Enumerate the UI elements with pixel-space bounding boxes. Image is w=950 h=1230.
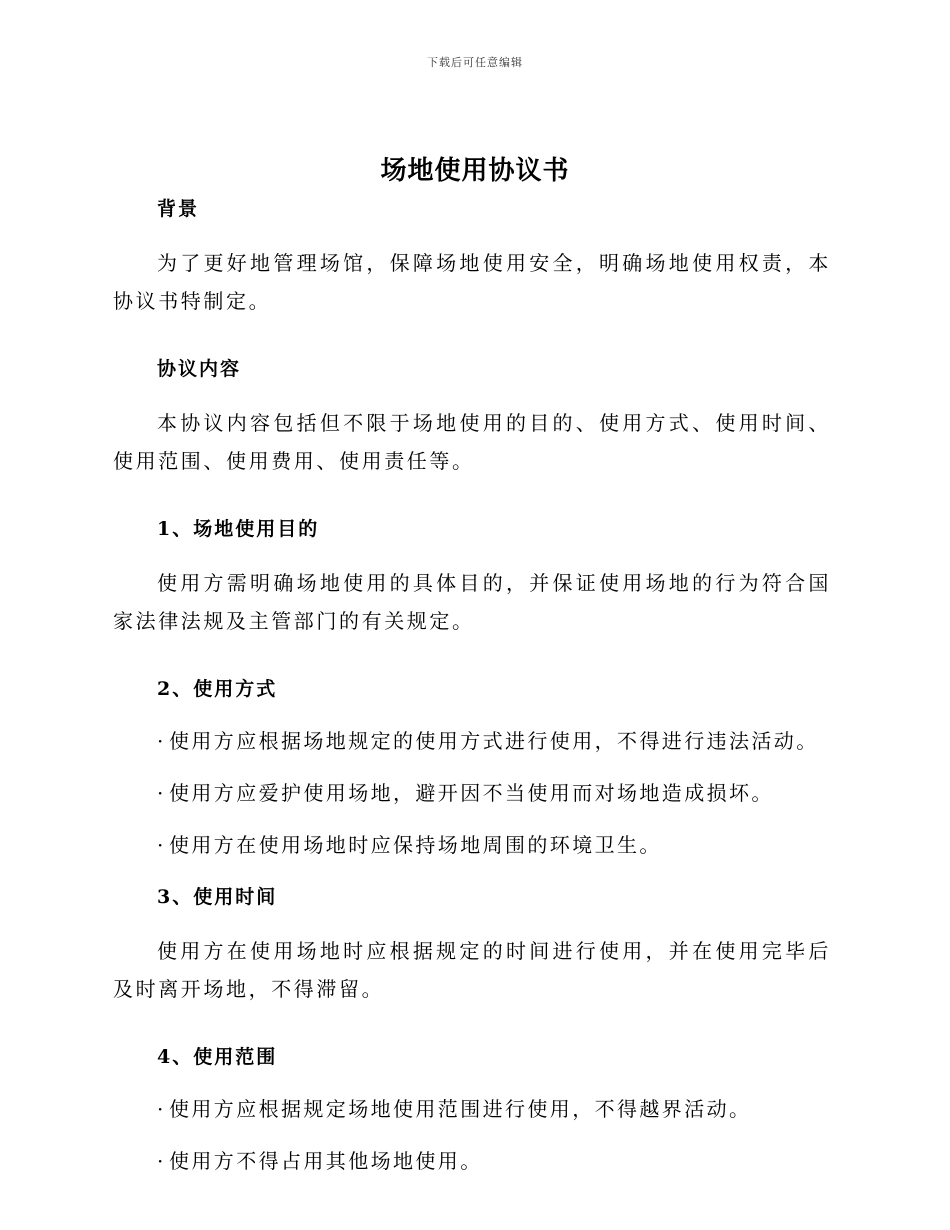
section-text-content: 本协议内容包括但不限于场地使用的目的、使用方式、使用时间、使用范围、使用费用、使用责任等。 bbox=[113, 411, 831, 473]
bullet-dot: · bbox=[157, 833, 166, 857]
bullet-dot: · bbox=[157, 1149, 166, 1173]
section-heading-scope: 4、使用范围 bbox=[157, 1046, 278, 1068]
bullet-text: 使用方在使用场地时应保持场地周围的环境卫生。 bbox=[169, 833, 662, 857]
bullet-text: 使用方不得占用其他场地使用。 bbox=[169, 1149, 483, 1173]
bullet-text: 使用方应根据场地规定的使用方式进行使用，不得进行违法活动。 bbox=[169, 729, 819, 753]
section-heading-method: 2、使用方式 bbox=[157, 678, 278, 700]
section-heading-content: 协议内容 bbox=[157, 358, 242, 380]
bullet-item bbox=[113, 830, 831, 860]
document-body bbox=[113, 194, 831, 1176]
bullet-item bbox=[113, 1146, 831, 1176]
bullet-text: 使用方应爱护使用场地，避开因不当使用而对场地造成损坏。 bbox=[169, 781, 774, 805]
header-note: 下载后可任意编辑 bbox=[427, 56, 523, 69]
section-heading-time: 3、使用时间 bbox=[157, 886, 278, 908]
section-text-background: 为了更好地管理场馆，保障场地使用安全，明确场地使用权责，本协议书特制定。 bbox=[113, 251, 831, 313]
bullet-item bbox=[113, 1094, 831, 1124]
bullet-dot: · bbox=[157, 729, 166, 753]
bullet-dot: · bbox=[157, 781, 166, 805]
document-title: 场地使用协议书 bbox=[380, 156, 570, 186]
bullet-item bbox=[113, 778, 831, 808]
bullet-item bbox=[113, 726, 831, 756]
bullet-text: 使用方应根据规定场地使用范围进行使用，不得越界活动。 bbox=[169, 1097, 752, 1121]
section-heading-background: 背景 bbox=[157, 198, 200, 220]
bullet-dot: · bbox=[157, 1097, 166, 1121]
section-heading-purpose: 1、场地使用目的 bbox=[157, 518, 320, 540]
section-text-time: 使用方在使用场地时应根据规定的时间进行使用，并在使用完毕后及时离开场地，不得滞留。 bbox=[113, 939, 831, 1001]
section-text-purpose: 使用方需明确场地使用的具体目的，并保证使用场地的行为符合国家法律法规及主管部门的有关规定。 bbox=[113, 571, 831, 633]
